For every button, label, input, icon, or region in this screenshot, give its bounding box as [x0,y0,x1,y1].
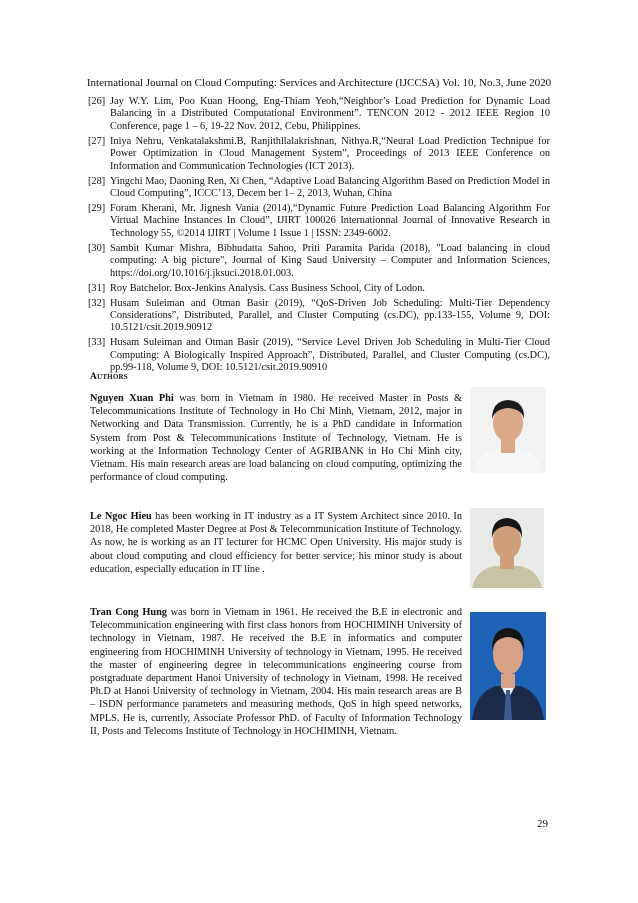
author-bio [90,392,462,484]
reference-number: [30] [88,242,106,254]
reference-number: [29] [88,203,106,215]
reference-item [88,337,550,374]
reference-text: Yingchi Mao, Daoning Ren, Xi Chen, “Adaptive Load Balancing Algorithm Based on Prediction Model in Cloud Computing”, ICCC’13, Decem ber 1– 2, 2013, Wuhan, China [110,175,550,200]
reference-number: [28] [88,175,106,187]
page-number: 29 [537,818,548,830]
reference-text: Husam Suleiman and Otman Basir (2019), “QoS-Driven Job Scheduling: Multi-Tier Dependency Considerations”, Distributed, Parallel, and Cluster Computing (cs.DC), pp.133-155, Volume 9, DOI: 10.5121/csit.2019.90912 [110,297,550,334]
authors-heading: Authors [90,372,128,382]
author-bio [90,510,462,576]
reference-text: Sambit Kumar Mishra, Bibhudatta Sahoo, Priti Paramita Parida (2018), "Load balancing in cloud computing: A big picture", Journal of King Saud University – Computer and Information Sciences, https://doi.org/10.1016/j.jksuci.2018.01.003. [110,242,550,279]
reference-text: Jay W.Y. Lim, Poo Kuan Hoong, Eng-Thiam Yeoh,“Neighbor’s Load Prediction for Dynamic Load Balancing in a Distributed Computational Environment”. TENCON 2012 - 2012 IEEE Region 10 Conference, page 1 – 6, 19-22 Nov. 2012, Cebu, Philippines. [110,96,550,132]
reference-item [88,136,550,173]
author-bio-text: has been working in IT industry as a IT System Architect since 2010. In 2018, He completed Master Degree at Post & Telecommunication Institute of Technology. As now, he is working as an IT lecturer for HCMC Open University. His major study is about cloud computing and cloud efficiency for better service; his minor study is about education, especially education in IT line . [90,511,462,575]
author-photo [470,387,546,473]
reference-item [88,243,550,280]
reference-text: Foram Kherani, Mr. Jignesh Vania (2014),“Dynamic Future Prediction Load Balancing Algorithm For Virtual Machine Instances In Cloud”, IJIRT 100026 Internationnal Journal of Innovative Research in Technology 55, ©2014 IJIRT | Volume 1 Issue 1 | ISSN: 2349-6002. [110,203,550,239]
reference-number: [27] [88,135,106,147]
reference-item [88,203,550,240]
reference-number: [31] [88,282,106,294]
references-list [88,96,550,377]
author-name: Tran Cong Hung [90,607,167,618]
author-photo [470,612,546,720]
author-bio-text: was born in Vietnam in 1961. He received the B.E in electronic and Telecommunication engineering with first class honors from HOCHIMINH University of technology in Vietnam, 1987. He received the B.E in informatics and computer engineering from HOCHIMINH University of technology in Vietnam, 1995. He received the master of engineering degree in telecommunications engineering course from postgraduate department Hanoi University of technology in Vietnam, 1998. He received Ph.D at Hanoi University of technology in Vietnam, 2004. His main research areas are B – ISDN performance parameters and measuring methods, QoS in high speed networks, MPLS. He is, currently, Associate Professor PhD. of Faculty of Information Technology II, Posts and Telecoms Institute of Technology in HOCHIMINH, Vietnam. [90,607,462,737]
reference-item [88,96,550,133]
author-name: Nguyen Xuan Phi [90,393,174,404]
reference-number: [32] [88,297,106,309]
reference-number: [26] [88,96,106,107]
reference-number: [33] [88,337,106,349]
author-bio [90,606,462,738]
author-photo [470,508,544,588]
portrait-image [470,508,544,588]
journal-header: International Journal on Cloud Computing: Services and Architecture (IJCCSA) Vol. 10, No.3, June 2020 [86,77,552,89]
reference-item [88,176,550,201]
reference-item [88,298,550,335]
portrait-image [470,612,546,720]
reference-text: Iniya Nehru, Venkatalakshmi.B, Ranjithllalakrishnan, Nithya.R,“Neural Load Prediction Technipue for Power Optimization in Cloud Management System”, Proceedings of 2013 IEEE Conference on Information and Communication Technologies (ICT 2013). [110,135,550,172]
portrait-image [470,387,546,473]
author-name: Le Ngoc Hieu [90,511,152,522]
reference-item [88,283,550,295]
author-bio-text: was born in Vietnam in 1980. He received Master in Posts & Telecommunications Institute of Technology in Ho Chi Minh, Vietnam, 2012, major in Networking and Data Transmission. Currently, he is a PhD candidate in Information System from Post & Telecommunications Institute of Technology, Vietnam. He is working at the Information Technology Center of AGRIBANK in Ho Chi Minh city, Vietnam. His main research areas are load balancing on cloud computing, optimizing the performance of cloud computing. [90,393,462,484]
reference-text: Roy Batchelor. Box-Jenkins Analysis. Cass Business School, City of Lodon. [110,282,425,294]
reference-text: Husam Suleiman and Otman Basir (2019), “Service Level Driven Job Scheduling in Multi-Tier Cloud Computing: A Biologically Inspired Approach”, Distributed, Parallel, and Cluster Computing (cs.DC), pp.99-118, Volume 9, DOI: 10.5121/csit.2019.90910 [110,337,550,374]
